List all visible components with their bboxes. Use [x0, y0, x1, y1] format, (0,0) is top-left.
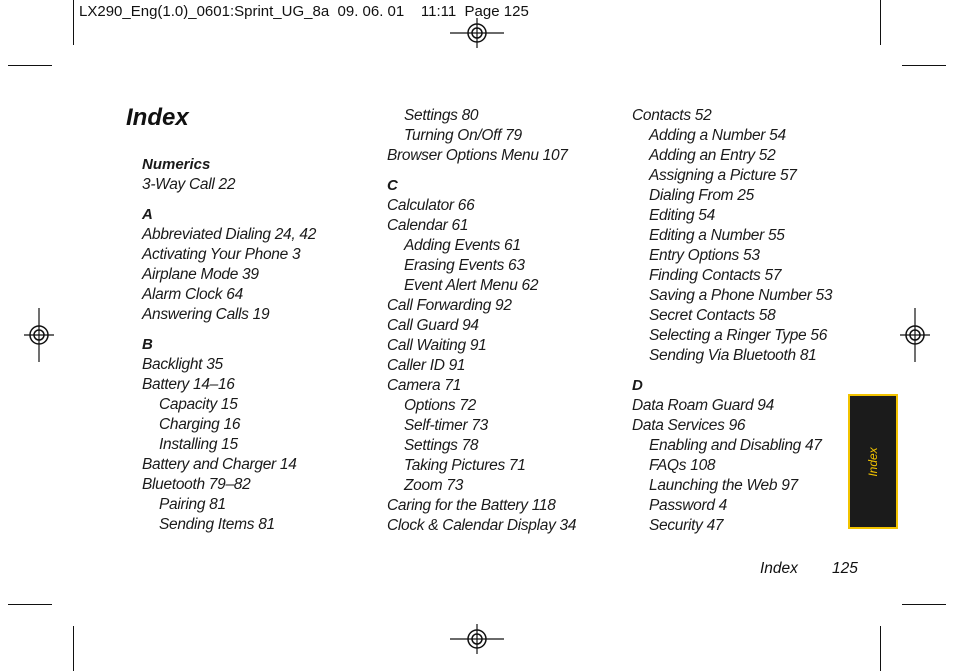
- index-entry: Call Guard 94: [387, 317, 479, 334]
- index-subentry: Self-timer 73: [404, 417, 488, 434]
- index-entry: Browser Options Menu 107: [387, 147, 568, 164]
- registration-mark-icon: [24, 308, 54, 362]
- crop-mark: [8, 604, 52, 605]
- index-subentry: Selecting a Ringer Type 56: [649, 327, 828, 344]
- index-column-1: [142, 155, 316, 535]
- index-subentry: Assigning a Picture 57: [649, 167, 797, 184]
- index-subentry: Password 4: [649, 497, 727, 514]
- index-column-3: [632, 106, 832, 536]
- index-subentry: Saving a Phone Number 53: [649, 287, 833, 304]
- index-subentry: Adding Events 61: [404, 237, 521, 254]
- index-section-heading: C: [387, 177, 398, 194]
- index-subentry: Erasing Events 63: [404, 257, 525, 274]
- index-entry: Calculator 66: [387, 197, 475, 214]
- index-spacer: [387, 166, 576, 176]
- index-entry: Abbreviated Dialing 24, 42: [142, 226, 317, 243]
- page-number: 125: [832, 560, 858, 577]
- index-subentry: Finding Contacts 57: [649, 267, 782, 284]
- index-subentry: Secret Contacts 58: [649, 307, 776, 324]
- crop-mark: [73, 0, 74, 45]
- crop-mark: [73, 626, 74, 671]
- registration-mark-icon: [450, 18, 504, 48]
- print-slug: LX290_Eng(1.0)_0601:Sprint_UG_8a 09. 06. 01 11:11 Page 125: [79, 3, 529, 20]
- index-entry: Call Waiting 91: [387, 337, 487, 354]
- index-entry: Bluetooth 79–82: [142, 476, 251, 493]
- index-subentry: Taking Pictures 71: [404, 457, 526, 474]
- index-spacer: [142, 195, 316, 205]
- index-subentry: Pairing 81: [159, 496, 226, 513]
- index-subentry: Zoom 73: [404, 477, 464, 494]
- index-subentry: Adding an Entry 52: [649, 147, 776, 164]
- crop-mark: [880, 626, 881, 671]
- index-subentry: Charging 16: [159, 416, 241, 433]
- index-subentry: Dialing From 25: [649, 187, 754, 204]
- index-subentry: FAQs 108: [649, 457, 716, 474]
- crop-mark: [880, 0, 881, 45]
- index-subentry: Sending Via Bluetooth 81: [649, 347, 817, 364]
- registration-mark-icon: [900, 308, 930, 362]
- crop-mark: [8, 65, 52, 66]
- index-column-2: [387, 106, 576, 536]
- index-section-heading: A: [142, 206, 153, 223]
- index-subentry: Capacity 15: [159, 396, 238, 413]
- index-subentry: Entry Options 53: [649, 247, 760, 264]
- index-subentry: Options 72: [404, 397, 476, 414]
- index-entry: Calendar 61: [387, 217, 469, 234]
- index-subentry: Sending Items 81: [159, 516, 275, 533]
- index-spacer: [632, 366, 832, 376]
- index-subentry: Settings 78: [404, 437, 479, 454]
- index-entry: Caring for the Battery 118: [387, 497, 556, 514]
- footer-section-label: Index: [760, 560, 798, 577]
- index-subentry: Editing a Number 55: [649, 227, 785, 244]
- index-spacer: [142, 325, 316, 335]
- index-entry: 3-Way Call 22: [142, 176, 236, 193]
- index-section-heading: Numerics: [142, 156, 211, 173]
- index-entry: Data Services 96: [632, 417, 746, 434]
- index-subentry: Event Alert Menu 62: [404, 277, 539, 294]
- index-entry: Airplane Mode 39: [142, 266, 259, 283]
- index-entry: Call Forwarding 92: [387, 297, 512, 314]
- index-section-heading: D: [632, 377, 643, 394]
- index-entry: Data Roam Guard 94: [632, 397, 774, 414]
- crop-mark: [902, 604, 946, 605]
- index-entry: Alarm Clock 64: [142, 286, 243, 303]
- index-entry: Battery 14–16: [142, 376, 235, 393]
- section-thumb-tab: [848, 394, 898, 529]
- page-title: Index: [126, 104, 189, 131]
- index-subentry: Settings 80: [404, 107, 479, 124]
- index-subentry: Enabling and Disabling 47: [649, 437, 822, 454]
- index-section-heading: B: [142, 336, 153, 353]
- index-subentry: Turning On/Off 79: [404, 127, 522, 144]
- index-subentry: Editing 54: [649, 207, 715, 224]
- index-subentry: Adding a Number 54: [649, 127, 786, 144]
- index-entry: Battery and Charger 14: [142, 456, 297, 473]
- index-subentry: Installing 15: [159, 436, 238, 453]
- index-entry: Clock & Calendar Display 34: [387, 517, 577, 534]
- crop-mark: [902, 65, 946, 66]
- index-entry: Contacts 52: [632, 107, 712, 124]
- index-subentry: Security 47: [649, 517, 724, 534]
- index-entry: Activating Your Phone 3: [142, 246, 301, 263]
- registration-mark-icon: [450, 624, 504, 654]
- index-entry: Caller ID 91: [387, 357, 466, 374]
- thumb-tab-label: Index: [866, 446, 880, 477]
- index-entry: Camera 71: [387, 377, 461, 394]
- index-subentry: Launching the Web 97: [649, 477, 798, 494]
- index-entry: Answering Calls 19: [142, 306, 270, 323]
- index-entry: Backlight 35: [142, 356, 223, 373]
